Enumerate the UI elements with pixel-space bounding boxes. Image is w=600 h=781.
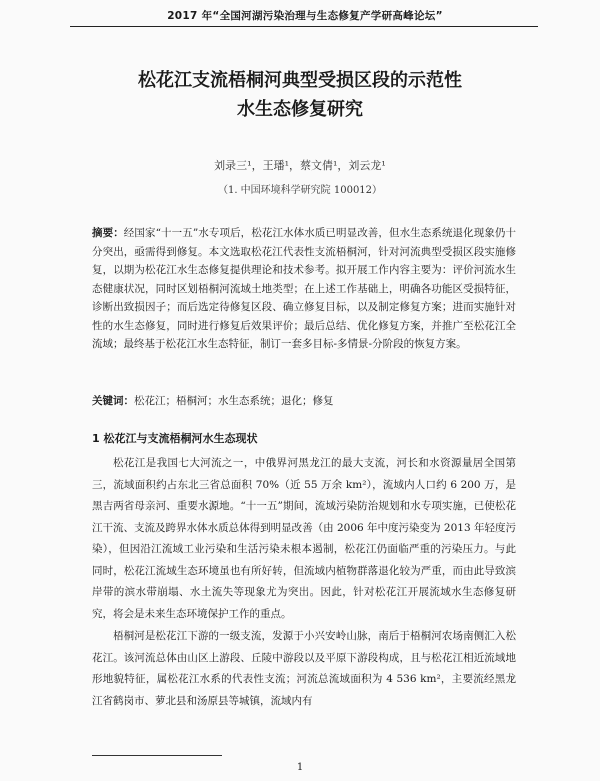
- body-paragraph: 梧桐河是松花江下游的一级支流，发源于小兴安岭山脉，南后于梧桐河农场南侧汇入松花江。该河流总体由山区上游段、丘陵中游段以及平原下游段构成，且与松花江相近流域地形地貌特征，属松花江水系的代表性支流；河流总流域面积为 4 536 km²，主要流经黑龙江省鹤岗市、萝北县和汤原县等城镇，流域内有: [92, 630, 516, 707]
- header-rule: [70, 26, 538, 27]
- keywords-text: 松花江；梧桐河；水生态系统；退化；修复: [134, 395, 334, 407]
- affiliation: （1. 中国环境科学研究院 100012）: [217, 185, 383, 196]
- page-number: 1: [296, 762, 304, 773]
- paper-title-line-1: 松花江支流梧桐河典型受损区段的示范性: [138, 70, 462, 91]
- author-list: 刘录三¹，王璠¹，蔡文倩¹，刘云龙¹: [214, 159, 386, 172]
- keywords: [92, 392, 516, 410]
- abstract-text: 经国家“十一五”水专项后，松花江水体水质已明显改善，但水生态系统退化现象仍十分突出，亟需得到修复。本文选取松花江代表性支流梧桐河，针对河流典型受损区段实施修复，以期为松花江水生态修复提供理论和技术参考。拟开展工作内容主要为：评价河流水生态健康状况，同时区划梧桐河流域土地类型；在上述工作基础上，明确各功能区受损特征，诊断出致损因子；而后选定待修复区段、确立修复目标，以及制定修复方案；进而实施针对性的水生态修复，同时进行修复后效果评价；最后总结、优化修复方案，并推广至松花江全流域；最终基于松花江水生态特征，制订一套多目标-多情景-分阶段的恢复方案。: [92, 227, 517, 350]
- conference-header: 2017 年“全国河湖污染治理与生态修复产学研高峰论坛”: [167, 10, 443, 22]
- body-paragraph: 松花江是我国七大河流之一，中俄界河黑龙江的最大支流，河长和水资源量居全国第三，流域面积约占东北三省总面积 70%（近 55 万余 km²），流域内人口约 6 200 万，是黑吉两省母亲河、重要水源地。“十一五”期间，流域污染防治规划和水专项实施，已使松花江干流、支流及跨界水体水质总体得到明显改善（由 2006 年中度污染变为 2013 年轻度污染），但因沿江流域工业污染和生活污染未根本遏制，松花江仍面临严重的污染压力。与此同时，松花江流域生态环境虽也有所好转，但流域内植物群落退化较为严重，而由此导致滨岸带的滨水带崩塌、水土流失等现象尤为突出。因此，针对松花江开展流域水生态修复研究，将会是未来生态环境保护工作的重点。: [92, 457, 516, 620]
- section-heading: 1 松花江与支流梧桐河水生态现状: [92, 432, 258, 445]
- keywords-label: 关键词：: [92, 395, 134, 407]
- footnote-rule: [92, 755, 222, 756]
- paper-title-line-2: 水生态修复研究: [237, 99, 363, 120]
- abstract: [92, 224, 516, 354]
- abstract-label: 摘要：: [92, 227, 124, 239]
